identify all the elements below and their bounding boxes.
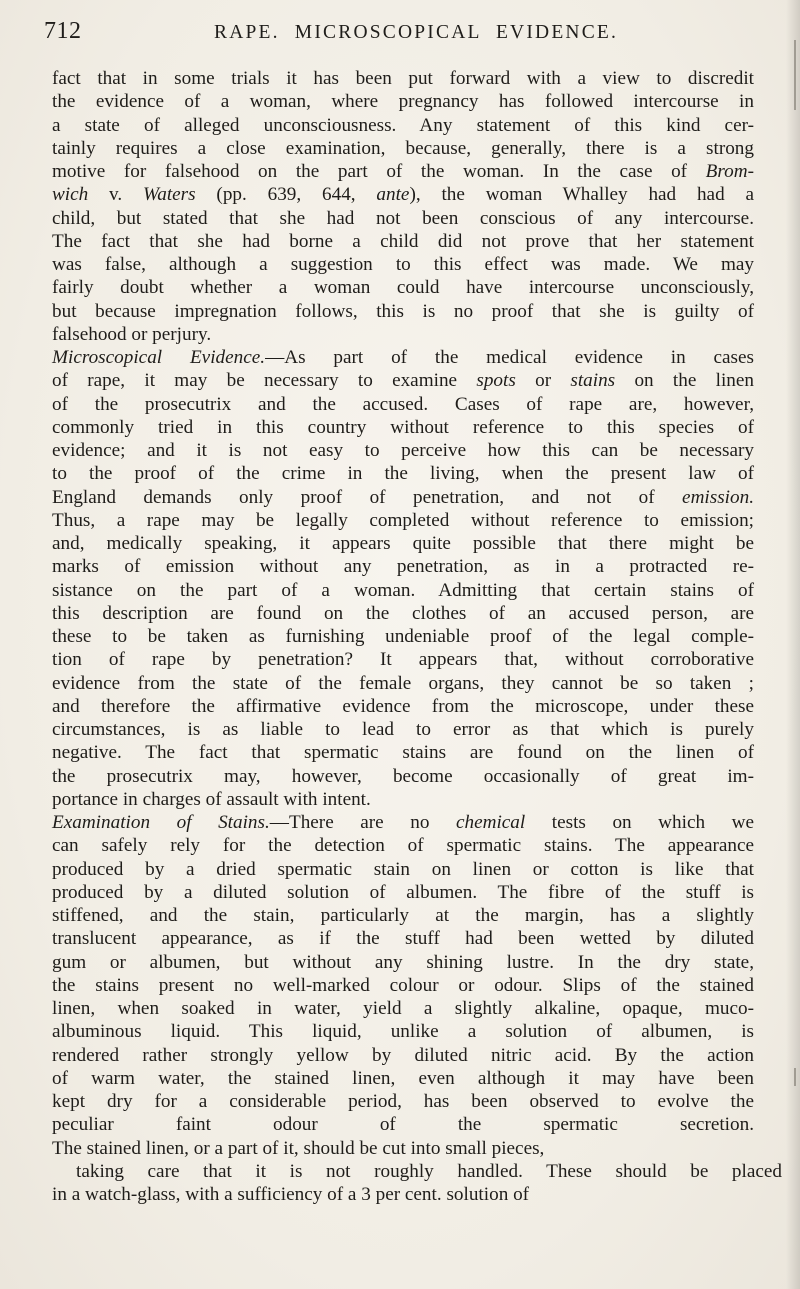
text-line <box>52 67 754 90</box>
text-line <box>52 695 754 718</box>
text-line <box>52 741 754 764</box>
text-line <box>52 834 754 857</box>
text-run: these to be taken as furnishing undeniable proof of the legal comple- <box>52 626 754 647</box>
text-line <box>52 160 754 183</box>
text-line <box>52 114 754 137</box>
text-line <box>52 137 754 160</box>
text-run: of rape, it may be necessary to examine <box>52 370 477 392</box>
text-run: marks of emission without any penetration, as in a protracted re- <box>52 556 754 578</box>
page-number: 712 <box>44 18 82 44</box>
text-run: The fact that she had borne a child did not prove that her statement <box>52 230 754 252</box>
text-run: sistance on the part of a woman. Admitting that certain stains of <box>52 579 754 601</box>
text-run: tainly requires a close examination, because, generally, there is a strong <box>52 137 754 159</box>
text-run: evidence from the state of the female organs, they cannot be so taken ; <box>52 672 754 694</box>
italic-term: spots <box>476 370 516 392</box>
text-run: the evidence of a woman, where pregnancy has followed intercourse in <box>52 91 754 113</box>
text-run: this description are found on the clothes of an accused person, are <box>52 602 754 624</box>
text-run: taking care that it is not roughly handled. These should be placed <box>76 1160 782 1182</box>
text-run: Thus, a rape may be legally completed without reference to emission; <box>52 509 754 531</box>
text-run: The stained linen, or a part of it, should be cut into small pieces, <box>52 1137 545 1159</box>
text-run: child, but stated that she had not been conscious of any intercourse. <box>52 207 754 229</box>
text-run: fact that in some trials it has been put forward with a view to discredit <box>52 68 754 89</box>
running-head-title: RAPE. MICROSCOPICAL EVIDENCE. <box>214 22 619 43</box>
text-run: and, medically speaking, it appears quite possible that there might be <box>52 533 754 554</box>
text-run: tests on which we <box>525 812 754 833</box>
text-line <box>52 207 754 230</box>
text-line <box>52 997 754 1020</box>
text-line <box>52 1137 754 1160</box>
text-line <box>52 90 754 113</box>
text-line <box>52 532 754 555</box>
text-line <box>52 1090 754 1113</box>
italic-term: ante <box>376 184 410 206</box>
text-run: tion of rape by penetration? It appears that, without corroborative <box>52 649 754 671</box>
text-run: linen, when soaked in water, yield a slightly alkaline, opaque, muco- <box>52 998 754 1019</box>
text-run: on the linen <box>615 370 754 392</box>
text-run: —There are no <box>269 812 456 833</box>
italic-term: stains <box>570 370 616 392</box>
text-line <box>52 811 754 834</box>
text-line <box>52 672 754 695</box>
text-line <box>52 602 754 625</box>
text-run: and therefore the affirmative evidence from the microscope, under these <box>52 695 754 717</box>
text-run: can safely rely for the detection of spermatic stains. The appearance <box>52 835 754 857</box>
text-run: translucent appearance, as if the stuff had been wetted by diluted <box>52 928 754 950</box>
text-line <box>52 346 754 369</box>
text-line <box>52 276 754 299</box>
text-run: circumstances, is as liable to lead to error as that which is purely <box>52 719 754 740</box>
text-line <box>52 718 754 741</box>
text-line <box>52 858 754 881</box>
text-line <box>52 486 754 509</box>
text-run: rendered rather strongly yellow by diluted nitric acid. By the action <box>52 1044 754 1066</box>
text-run: —As part of the medical evidence in cases <box>265 347 754 368</box>
text-line <box>52 183 754 206</box>
text-run: produced by a dried spermatic stain on linen or cotton is like that <box>52 858 754 880</box>
italic-term: chemical <box>455 812 526 833</box>
text-line <box>52 1067 754 1090</box>
text-run: peculiar faint odour of the spermatic secretion. <box>52 1114 754 1136</box>
text-line <box>52 369 754 392</box>
section-heading: Examination of Stains. <box>52 812 270 833</box>
text-run: the stains present no well-marked colour or odour. Slips of the stained <box>52 974 754 996</box>
page-edge-mark <box>794 40 796 110</box>
text-run: kept dry for a considerable period, has been observed to evolve the <box>52 1091 754 1112</box>
text-line <box>52 323 754 346</box>
text-line <box>52 788 754 811</box>
text-run: but because impregnation follows, this is no proof that she is guilty of <box>52 300 754 322</box>
text-run: England demands only proof of penetration, and not of <box>52 486 683 508</box>
text-run: falsehood or perjury. <box>52 323 212 345</box>
text-line <box>52 439 754 462</box>
text-run: negative. The fact that spermatic stains are found on the linen of <box>52 742 754 764</box>
text-line <box>52 393 754 416</box>
text-line <box>52 974 754 997</box>
text-line <box>52 509 754 532</box>
text-run: or <box>515 370 571 392</box>
text-line <box>52 416 754 439</box>
text-line <box>52 625 754 648</box>
italic-term: wich <box>52 184 89 206</box>
text-run: ), the woman Whalley had had a <box>409 184 754 206</box>
text-line <box>52 555 754 578</box>
text-line <box>52 765 754 788</box>
text-line <box>52 1044 754 1067</box>
text-run: gum or albumen, but without any shining lustre. In the dry state, <box>52 951 754 973</box>
italic-term: emission. <box>682 486 754 508</box>
text-line <box>52 1183 754 1206</box>
text-line <box>52 579 754 602</box>
section-heading: Microscopical Evidence. <box>52 347 266 368</box>
text-run: evidence; and it is not easy to perceive how this can be necessary <box>52 440 754 461</box>
text-run: to the proof of the crime in the living, when the present law of <box>52 463 754 485</box>
text-line <box>52 300 754 323</box>
text-run: fairly doubt whether a woman could have intercourse unconsciously, <box>52 277 754 299</box>
body-text <box>52 67 782 1206</box>
text-run: (pp. 639, 644, <box>195 184 377 206</box>
text-line <box>52 1160 782 1183</box>
text-line <box>52 253 754 276</box>
running-head <box>44 14 750 48</box>
text-run: portance in charges of assault with intent. <box>52 788 371 810</box>
text-run: in a watch-glass, with a sufficiency of a 3 per cent. solution of <box>52 1184 530 1205</box>
text-line <box>52 230 754 253</box>
text-run: albuminous liquid. This liquid, unlike a solution of albumen, is <box>52 1021 754 1043</box>
text-line <box>52 881 754 904</box>
text-run: of the prosecutrix and the accused. Cases of rape are, however, <box>52 393 754 415</box>
text-line <box>52 648 754 671</box>
text-run: v. <box>88 184 144 206</box>
text-line <box>52 904 754 927</box>
text-run: of warm water, the stained linen, even although it may have been <box>52 1067 754 1089</box>
text-run: motive for falsehood on the part of the woman. In the case of <box>52 161 706 182</box>
text-run: produced by a diluted solution of albumen. The fibre of the stuff is <box>52 881 754 903</box>
text-line <box>52 951 754 974</box>
text-run: commonly tried in this country without reference to this species of <box>52 416 754 438</box>
italic-term: Waters <box>143 184 196 206</box>
italic-term: Brom- <box>705 161 754 182</box>
text-run: the prosecutrix may, however, become occasionally of great im- <box>52 765 754 787</box>
page-edge-shadow <box>786 0 800 1289</box>
text-run: stiffened, and the stain, particularly at the margin, has a slightly <box>52 905 754 926</box>
text-run: a state of alleged unconsciousness. Any statement of this kind cer- <box>52 114 754 136</box>
text-run: was false, although a suggestion to this effect was made. We may <box>52 254 754 275</box>
text-line <box>52 927 754 950</box>
text-line <box>52 462 754 485</box>
text-line <box>52 1113 754 1136</box>
page-edge-mark <box>794 1068 796 1086</box>
text-line <box>52 1020 754 1043</box>
